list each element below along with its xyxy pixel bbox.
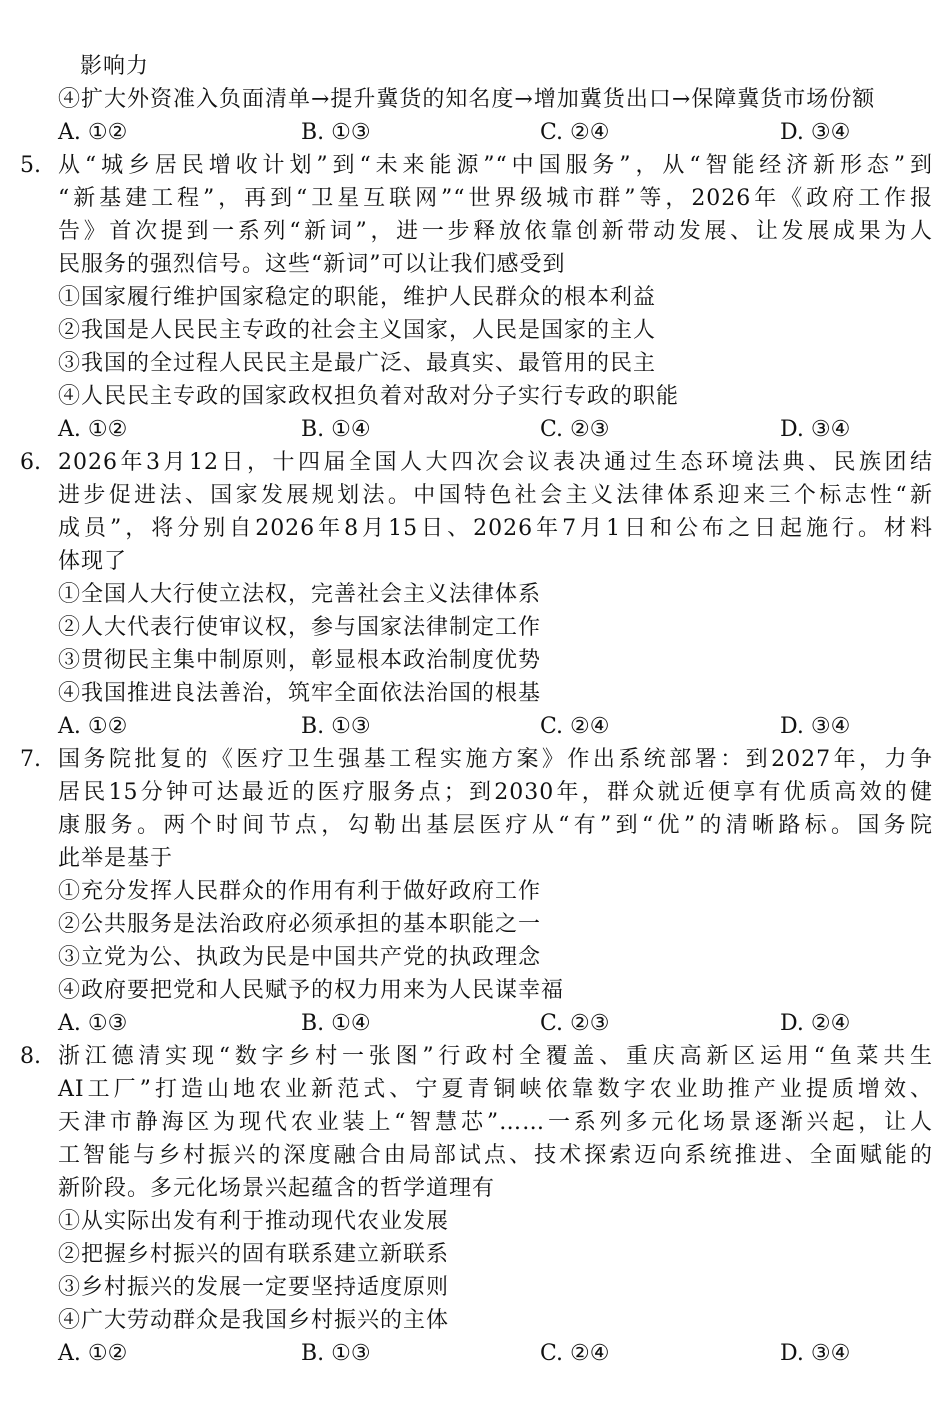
option-a: A. ①③ — [58, 1011, 128, 1036]
option-a: A. ①② — [58, 417, 128, 442]
statement-item: ②把握乡村振兴的固有联系建立新联系 — [58, 1242, 450, 1267]
statement-item: ②公共服务是法治政府必须承担的基本职能之一 — [58, 912, 542, 937]
question-stem-line: 工智能与乡村振兴的深度融合由局部试点、技术探索迈向系统推进、全面赋能的 — [58, 1143, 933, 1168]
question-number: 6. — [20, 450, 41, 475]
statement-item: ③乡村振兴的发展一定要坚持适度原则 — [58, 1275, 450, 1300]
statement-item: ③贯彻民主集中制原则，彰显根本政治制度优势 — [58, 648, 542, 673]
option-a: A. ①② — [58, 714, 128, 739]
option-d: D. ③④ — [780, 1341, 851, 1366]
option-c: C. ②④ — [540, 1341, 610, 1366]
statement-item: ④我国推进良法善治，筑牢全面依法治国的根基 — [58, 681, 542, 706]
question-stem-line: 天津市静海区为现代农业装上“智慧芯”……一系列多元化场景逐渐兴起，让人 — [58, 1110, 933, 1135]
statement-item: ①充分发挥人民群众的作用有利于做好政府工作 — [58, 879, 542, 904]
statement-item: ④人民民主专政的国家政权担负着对敌对分子实行专政的职能 — [58, 384, 680, 409]
option-b: B. ①④ — [301, 1011, 371, 1036]
question-stem-line: 成员”，将分别自2026年8月15日、2026年7月1日和公布之日起施行。材料 — [58, 516, 933, 541]
option-c: C. ②③ — [540, 1011, 610, 1036]
statement-item: ④广大劳动群众是我国乡村振兴的主体 — [58, 1308, 450, 1333]
question-stem-line: 新阶段。多元化场景兴起蕴含的哲学道理有 — [58, 1176, 496, 1201]
option-b: B. ①④ — [301, 417, 371, 442]
statement-item: ②我国是人民民主专政的社会主义国家，人民是国家的主人 — [58, 318, 657, 343]
statement-item: ①全国人大行使立法权，完善社会主义法律体系 — [58, 582, 542, 607]
question-stem-line: 告》首次提到一系列“新词”，进一步释放依靠创新带动发展、让发展成果为人 — [58, 219, 933, 244]
statement-item: ③立党为公、执政为民是中国共产党的执政理念 — [58, 945, 542, 970]
option-a: A. ①② — [58, 120, 128, 145]
question-number: 7. — [20, 747, 41, 772]
question-stem-line: “新基建工程”，再到“卫星互联网”“世界级城市群”等，2026年《政府工作报 — [58, 186, 933, 211]
answer-options — [58, 1337, 933, 1370]
question-number: 8. — [20, 1044, 41, 1069]
option-d: D. ③④ — [780, 120, 851, 145]
question-stem-line: 国务院批复的《医疗卫生强基工程实施方案》作出系统部署：到2027年，力争 — [58, 747, 933, 772]
question-number: 5. — [20, 153, 41, 178]
answer-options — [58, 413, 933, 446]
option-c: C. ②③ — [540, 417, 610, 442]
option-d: D. ②④ — [780, 1011, 851, 1036]
question-stem-line: 浙江德清实现“数字乡村一张图”行政村全覆盖、重庆高新区运用“鱼菜共生 — [58, 1044, 933, 1069]
carryover-options — [58, 116, 933, 149]
option-a: A. ①② — [58, 1341, 128, 1366]
option-d: D. ③④ — [780, 417, 851, 442]
option-b: B. ①③ — [301, 120, 371, 145]
statement-item: ③我国的全过程人民民主是最广泛、最真实、最管用的民主 — [58, 351, 657, 376]
option-c: C. ②④ — [540, 120, 610, 145]
option-d: D. ③④ — [780, 714, 851, 739]
statement-item: ①从实际出发有利于推动现代农业发展 — [58, 1209, 450, 1234]
option-b: B. ①③ — [301, 714, 371, 739]
statement-item: ②人大代表行使审议权，参与国家法律制定工作 — [58, 615, 542, 640]
answer-options — [58, 1007, 933, 1040]
question-stem-line: 从“城乡居民增收计划”到“未来能源”“中国服务”，从“智能经济新形态”到 — [58, 153, 933, 178]
carryover-line: 影响力 — [80, 54, 150, 79]
carryover-item: ④扩大外资准入负面清单→提升冀货的知名度→增加冀货出口→保障冀货市场份额 — [58, 87, 876, 112]
question-stem-line: 2026年3月12日，十四届全国人大四次会议表决通过生态环境法典、民族团结 — [58, 450, 933, 475]
question-stem-line: AI工厂”打造山地农业新范式、宁夏青铜峡依靠数字农业助推产业提质增效、 — [58, 1077, 933, 1102]
question-stem-line: 体现了 — [58, 549, 128, 574]
statement-item: ①国家履行维护国家稳定的职能，维护人民群众的根本利益 — [58, 285, 657, 310]
answer-options — [58, 710, 933, 743]
question-stem-line: 康服务。两个时间节点，勾勒出基层医疗从“有”到“优”的清晰路标。国务院 — [58, 813, 933, 838]
question-stem-line: 民服务的强烈信号。这些“新词”可以让我们感受到 — [58, 252, 566, 277]
question-stem-line: 居民15分钟可达最近的医疗服务点；到2030年，群众就近便享有优质高效的健 — [58, 780, 933, 805]
option-c: C. ②④ — [540, 714, 610, 739]
statement-item: ④政府要把党和人民赋予的权力用来为人民谋幸福 — [58, 978, 565, 1003]
question-stem-line: 此举是基于 — [58, 846, 174, 871]
option-b: B. ①③ — [301, 1341, 371, 1366]
question-stem-line: 进步促进法、国家发展规划法。中国特色社会主义法律体系迎来三个标志性“新 — [58, 483, 933, 508]
